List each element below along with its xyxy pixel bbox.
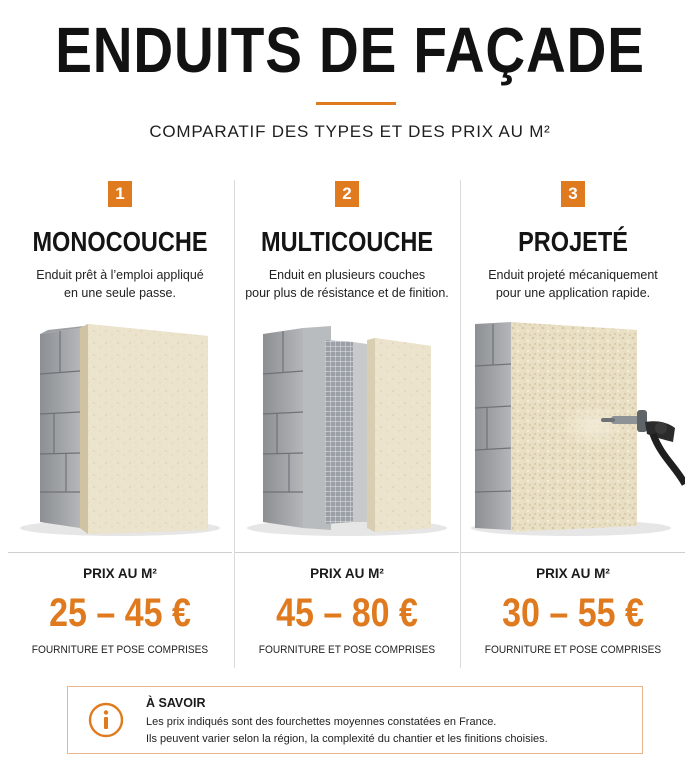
info-text: Les prix indiqués sont des fourchettes moyennes constatées en France. Ils peuvent varier selon la région, la complexité du chantier et les finitions choisies. xyxy=(146,716,548,745)
type-column-projete xyxy=(461,176,685,666)
number-badge: 2 xyxy=(335,181,359,207)
type-title: PROJETÉ xyxy=(518,226,628,257)
type-description: Enduit en plusieurs couches pour plus de résistance et de finition. xyxy=(245,268,449,300)
price-label: PRIX AU M² xyxy=(83,566,157,581)
projete-spray-wall-illustration xyxy=(461,316,685,546)
info-icon xyxy=(88,702,124,738)
price-value: 45 – 80 € xyxy=(276,591,418,635)
type-column-monocouche xyxy=(0,176,224,666)
page-title: ENDUITS DE FAÇADE xyxy=(55,14,645,86)
price-value: 25 – 45 € xyxy=(49,591,191,635)
info-title: À SAVOIR xyxy=(146,696,206,710)
type-title: MULTICOUCHE xyxy=(260,226,434,257)
monocouche-wall-illustration xyxy=(8,316,232,546)
price-label: PRIX AU M² xyxy=(536,566,610,581)
number-badge: 1 xyxy=(108,181,132,207)
number-badge: 3 xyxy=(561,181,585,207)
type-description: Enduit projeté mécaniquement pour une application rapide. xyxy=(488,268,658,300)
multicouche-wall-illustration xyxy=(235,316,459,546)
price-value: 30 – 55 € xyxy=(502,591,644,635)
type-description: Enduit prêt à l’emploi appliqué en une seule passe. xyxy=(36,268,204,300)
price-divider xyxy=(461,552,685,553)
info-box xyxy=(67,686,643,754)
price-note: FOURNITURE ET POSE COMPRISES xyxy=(31,644,209,656)
type-title: MONOCOUCHE xyxy=(32,226,208,257)
type-column-multicouche xyxy=(235,176,459,666)
title-underline xyxy=(316,102,396,105)
price-divider xyxy=(8,552,232,553)
page-subtitle: COMPARATIF DES TYPES ET DES PRIX AU M² xyxy=(149,122,551,141)
price-note: FOURNITURE ET POSE COMPRISES xyxy=(258,644,436,656)
price-divider xyxy=(235,552,459,553)
price-note: FOURNITURE ET POSE COMPRISES xyxy=(484,644,662,656)
price-label: PRIX AU M² xyxy=(310,566,384,581)
